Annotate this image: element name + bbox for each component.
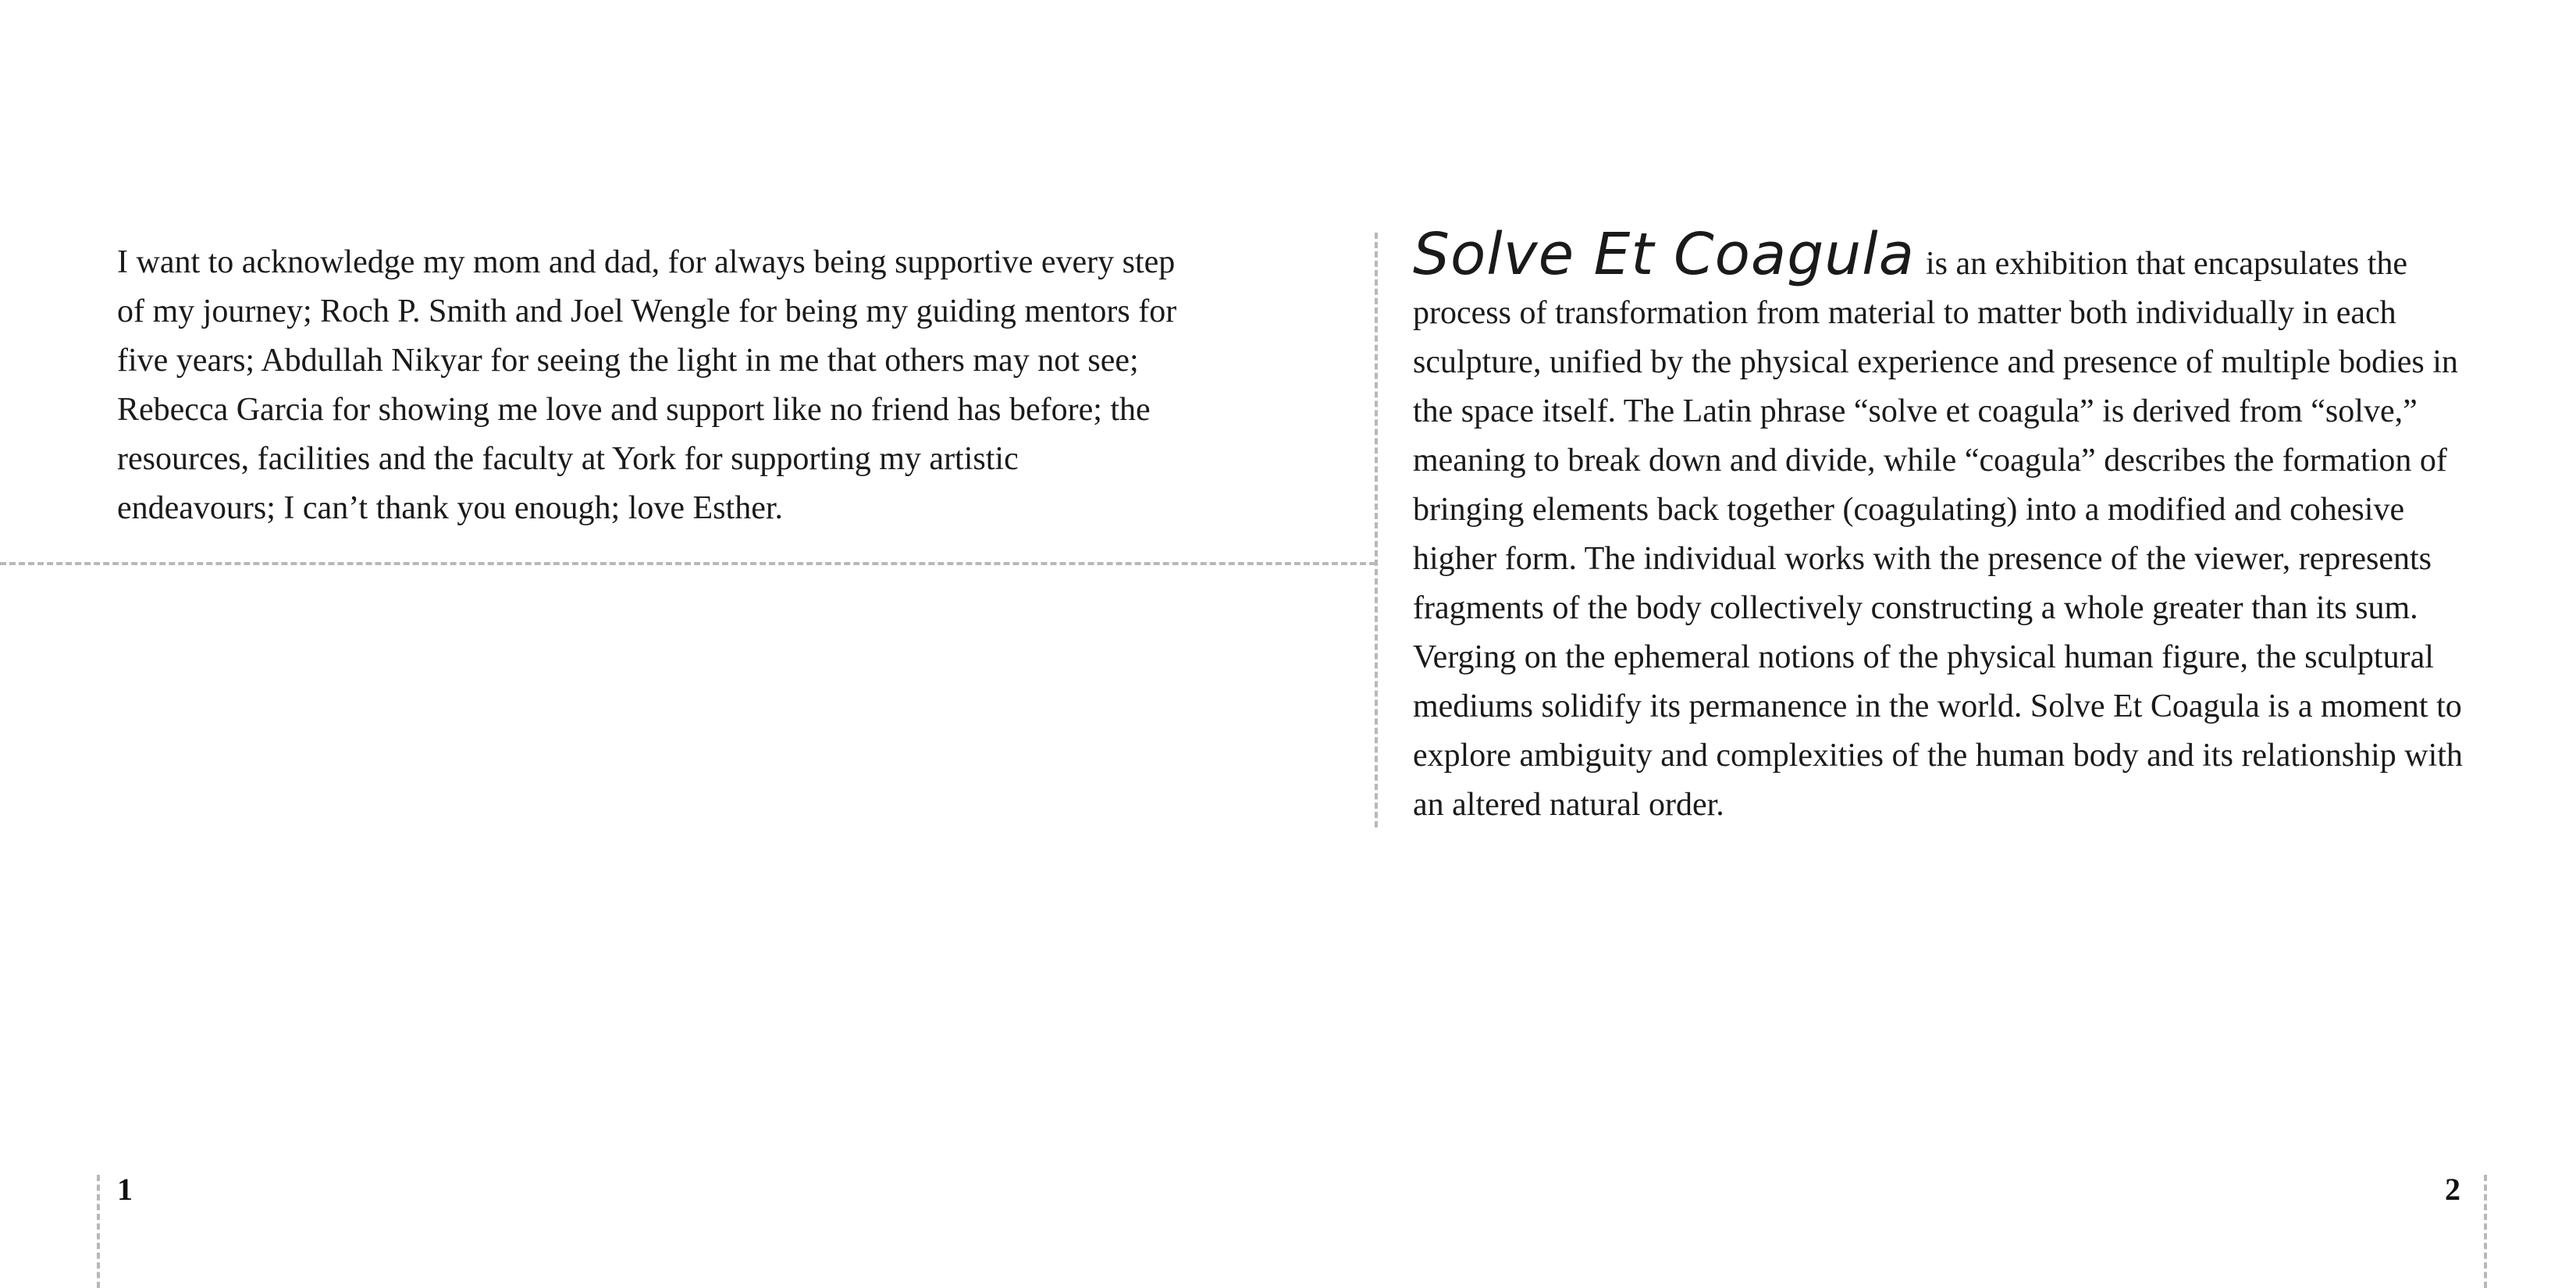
page-number-right: 2 [2445, 1172, 2460, 1207]
horizontal-dashed-guide [0, 562, 1375, 565]
center-dashed-guide [1375, 233, 1378, 827]
exhibition-title: Solve Et Coagula [1413, 221, 1916, 288]
right-dashed-guide [2484, 1175, 2487, 1288]
exhibition-statement [1413, 221, 2475, 830]
page-number-left: 1 [117, 1172, 133, 1207]
right-page [1288, 0, 2576, 1288]
acknowledgement-paragraph: I want to acknowledge my mom and dad, for always being supportive every step of my journey; Roch P. Smith and Joel Wengle for being my guiding mentors for five years; Abdullah Nikyar for seeing the light in me that others may not see; Rebecca Garcia for showing me love and support like no friend has before; the resources, facilities and the faculty at York for supporting my artistic endeavours; I can’t thank you enough; love Esther. [117, 244, 1177, 526]
statement-body: is an exhibition that encapsulates the process of transformation from material to matter both individually in each sculpture, unified by the physical experience and presence of multiple bodies in the space itself. The Latin phrase “solve et coagula” is derived from “solve,” meaning to break down and divide, while “coagula” describes the formation of bringing elements back together (coagulating) into a modified and cohesive higher form. The individual works with the presence of the viewer, represents fragments of the body collectively constructing a whole greater than its sum. Verging on the ephemeral notions of the physical human figure, the sculptural mediums solidify its permanence in the world. Solve Et Coagula is a moment to explore ambiguity and complexities of the human body and its relationship with an altered natural order. [1413, 246, 2463, 823]
left-dashed-guide [97, 1175, 100, 1288]
